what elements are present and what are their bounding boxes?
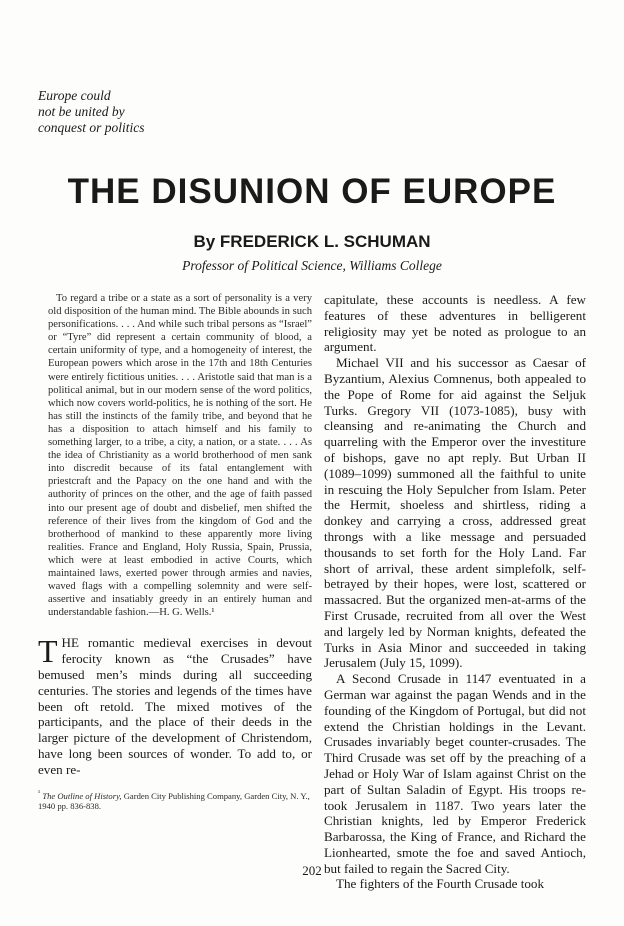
right-column [324,292,586,892]
paragraph: Michael VII and his successor as Caesar of Byzantium, Alexius Comnenus, both appealed to the Pope of Rome for aid against the Seljuk Turks. Gregory VII (1073-1085), busy with cleansing and re-animating the Church and quarreling with the Emperor over the investiture of bishops, gave no apt reply. But Urban II (1089–1099) summoned all the faithful to unite in rescuing the Holy Sepulcher from Islam. Peter the Hermit, shoeless and shirtless, riding a donkey and carrying a cross, addressed great throngs with a like message and persuaded thousands to set forth for the Holy Land. Far short of arrival, these ardent simplefolk, self-betrayed by their hopes, were lost, scattered or massacred. But the organized men-at-arms of the First Crusade, recruited from all over the West and largely led by Norman knights, defeated the Turks in Asia Minor and succeeded in taking Jerusalem (July 15, 1099). [324,355,586,671]
opening-text: HE romantic medieval exercises in devout ferocity known as “the Crusades” have bemused men’s minds during all succeeding centuries. The stories and legends of the times have been oft retold. The mixed motives of the participants, and the place of their deeds in the larger picture of the development of Christendom, have long been sources of wonder. To add to, or even re- [38,635,312,777]
footnote-marker: ¹ [38,788,41,797]
page-number: 202 [302,863,322,878]
article-title: THE DISUNION OF EUROPE [67,172,557,211]
footnote-source-title: The Outline of History, [42,790,122,801]
byline: By FREDERICK L. SCHUMAN [193,232,431,251]
paragraph: The fighters of the Fourth Crusade took [336,876,545,892]
footnote [38,788,312,812]
paragraph: A Second Crusade in 1147 eventuated in a German war against the pagan Wends and in the founding of the Kingdom of Portugal, but did not extend the Christian holdings in the Levant. Crusades invariably beget counter-crusades. The Third Crusade was set off by the preaching of a Jehad or Holy War of Islam against Christ on the part of Sultan Saladin of Egypt. His troops re-took Jerusalem in 1187. Two years later the Christian knights, led by Emperor Frederick Barbarossa, the King of France, and Richard the Lionhearted, smote the foe and saved Antioch, but failed to regain the Sacred City. [324,671,586,876]
opening-paragraph [38,635,312,777]
kicker [38,88,145,136]
footnote-source-details: Garden City Publishing Company, Garden City, N. Y., 1940 pp. 836-838. [38,790,310,811]
paragraph: capitulate, these accounts is needless. A few features of these adventures in belligerent religiosity may yet be noted as prologue to an argument. [324,292,586,355]
epigraph: To regard a tribe or a state as a sort of personality is a very old disposition of the human mind. The Bible abounds in such personifications. . . . And while such tribal persons as “Israel” or “Tyre” did represent a certain community of blood, a certain uniformity of type, and a homogeneity of interest, the European powers which arose in the 17th and 18th Centuries were entirely fictitious unities. . . . Aristotle said that man is a political animal, but in our modern sense of the word politics, which now covers world-politics, he is nothing of the sort. He has still the instincts of the family tribe, and beyond that he has a disposition to attach himself and his family to something larger, to a tribe, a city, a nation, or a state. . . . As the idea of Christianity as a world brotherhood of men sank into discredit because of its fatal entanglement with priestcraft and the Papacy on the one hand and with the authority of princes on the other, and the age of faith passed into our present age of doubt and disbelief, men shifted the reference of their lives from the kingdom of God and the brotherhood of mankind to these apparently more living realities. France and England, Holy Russia, Spain, Prussia, which were at least embodied in active Courts, which maintained laws, exerted power through armies and navies, waved flags with a compelling solemnity and were self-assertive and insatiably greedy in an entirely human and understandable fashion.—H. G. Wells.¹ [48,293,312,619]
left-column [38,292,312,811]
drop-cap: T [38,633,58,670]
kicker-line: Europe could [38,88,111,103]
author-affiliation: Professor of Political Science, Williams College [182,258,442,273]
kicker-line: not be united by [38,104,125,119]
kicker-line: conquest or politics [38,120,145,135]
